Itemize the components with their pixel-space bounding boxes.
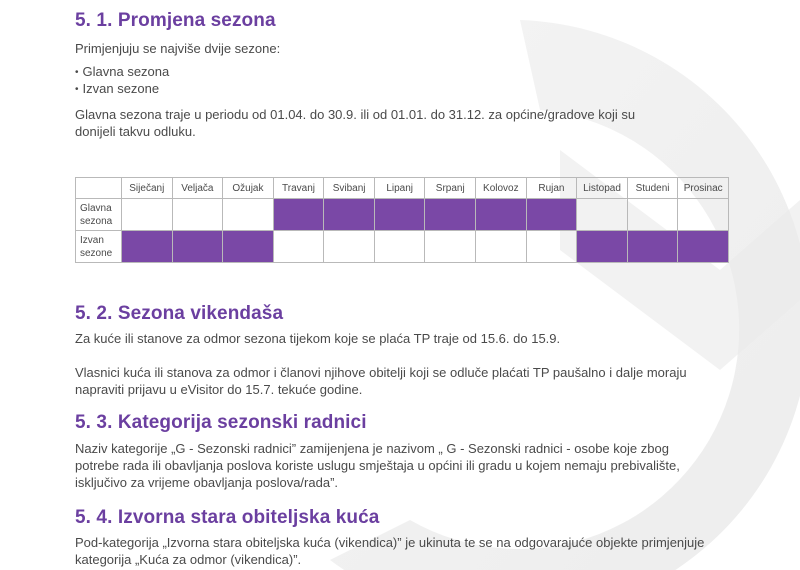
season-cell bbox=[526, 199, 577, 231]
month-header: Kolovoz bbox=[476, 178, 527, 199]
season-cell bbox=[577, 231, 628, 263]
paragraph: Pod-kategorija „Izvorna stara obiteljska kuća (vikendica)” je ukinuta te se na odgovarajuće objekte primjenjuje kategorija „Kuća za odmor (vikendica)”. bbox=[75, 535, 705, 567]
list-item: • Glavna sezona bbox=[75, 64, 169, 81]
paragraph: Za kuće ili stanove za odmor sezona tijekom koje se plaća TP traje od 15.6. do 15.9. bbox=[75, 331, 561, 346]
paragraph: Naziv kategorije „G - Sezonski radnici” zamijenjena je nazivom „ G - Sezonski radnici - osobe koje zbog potrebe rada ili obavljanja poslova koriste uslugu smještaja u općini ili gradu u kojem nemaju prebivalište, isključivo za vrijeme obavljanja poslova/rada”. bbox=[75, 441, 680, 490]
section-title-weekend-season: 5. 2. Sezona vikendaša bbox=[75, 303, 284, 324]
paragraph: Vlasnici kuća ili stanova za odmor i članovi njihove obitelji koji se odluče plaćati TP paušalno i dalje moraju napraviti prijavu u eVisitor do 15.7. tekuće godine. bbox=[75, 365, 687, 397]
season-cell bbox=[476, 231, 527, 263]
season-cell bbox=[425, 231, 476, 263]
month-header: Veljača bbox=[172, 178, 223, 199]
season-cell bbox=[678, 231, 729, 263]
season-cell bbox=[425, 199, 476, 231]
month-header: Srpanj bbox=[425, 178, 476, 199]
table-row bbox=[76, 199, 729, 231]
season-cell bbox=[273, 231, 324, 263]
month-header: Studeni bbox=[627, 178, 678, 199]
season-list bbox=[75, 64, 169, 98]
season-cell bbox=[374, 231, 425, 263]
month-header: Siječanj bbox=[122, 178, 173, 199]
month-header: Rujan bbox=[526, 178, 577, 199]
season-cell bbox=[122, 231, 173, 263]
season-cell bbox=[577, 199, 628, 231]
table-header-row bbox=[76, 178, 729, 199]
month-header: Ožujak bbox=[223, 178, 274, 199]
season-cell bbox=[122, 199, 173, 231]
season-cell bbox=[526, 231, 577, 263]
season-cell bbox=[324, 231, 375, 263]
row-label-off-season: Izvan sezone bbox=[76, 231, 122, 263]
season-description: Glavna sezona traje u periodu od 01.04. do 30.9. ili od 01.01. do 31.12. za općine/gradove koji su donijeli takvu odluku. bbox=[75, 107, 636, 139]
table-corner-cell bbox=[76, 178, 122, 199]
season-table bbox=[75, 177, 729, 263]
season-cell bbox=[223, 199, 274, 231]
section-title-seasonal-workers: 5. 3. Kategorija sezonski radnici bbox=[75, 412, 367, 433]
table-row bbox=[76, 231, 729, 263]
season-cell bbox=[627, 199, 678, 231]
season-cell bbox=[324, 199, 375, 231]
season-cell bbox=[172, 231, 223, 263]
month-header: Lipanj bbox=[374, 178, 425, 199]
list-item: • Izvan sezone bbox=[75, 81, 169, 98]
month-header: Svibanj bbox=[324, 178, 375, 199]
season-cell bbox=[627, 231, 678, 263]
season-cell bbox=[172, 199, 223, 231]
season-cell bbox=[374, 199, 425, 231]
season-cell bbox=[678, 199, 729, 231]
section-title-original-family-house: 5. 4. Izvorna stara obiteljska kuća bbox=[75, 507, 380, 528]
section-intro: Primjenjuju se najviše dvije sezone: bbox=[75, 41, 281, 56]
season-cell bbox=[273, 199, 324, 231]
month-header: Travanj bbox=[273, 178, 324, 199]
season-cell bbox=[223, 231, 274, 263]
row-label-main-season: Glavna sezona bbox=[76, 199, 122, 231]
month-header: Listopad bbox=[577, 178, 628, 199]
section-title-season-change: 5. 1. Promjena sezona bbox=[75, 10, 276, 31]
season-cell bbox=[476, 199, 527, 231]
month-header: Prosinac bbox=[678, 178, 729, 199]
